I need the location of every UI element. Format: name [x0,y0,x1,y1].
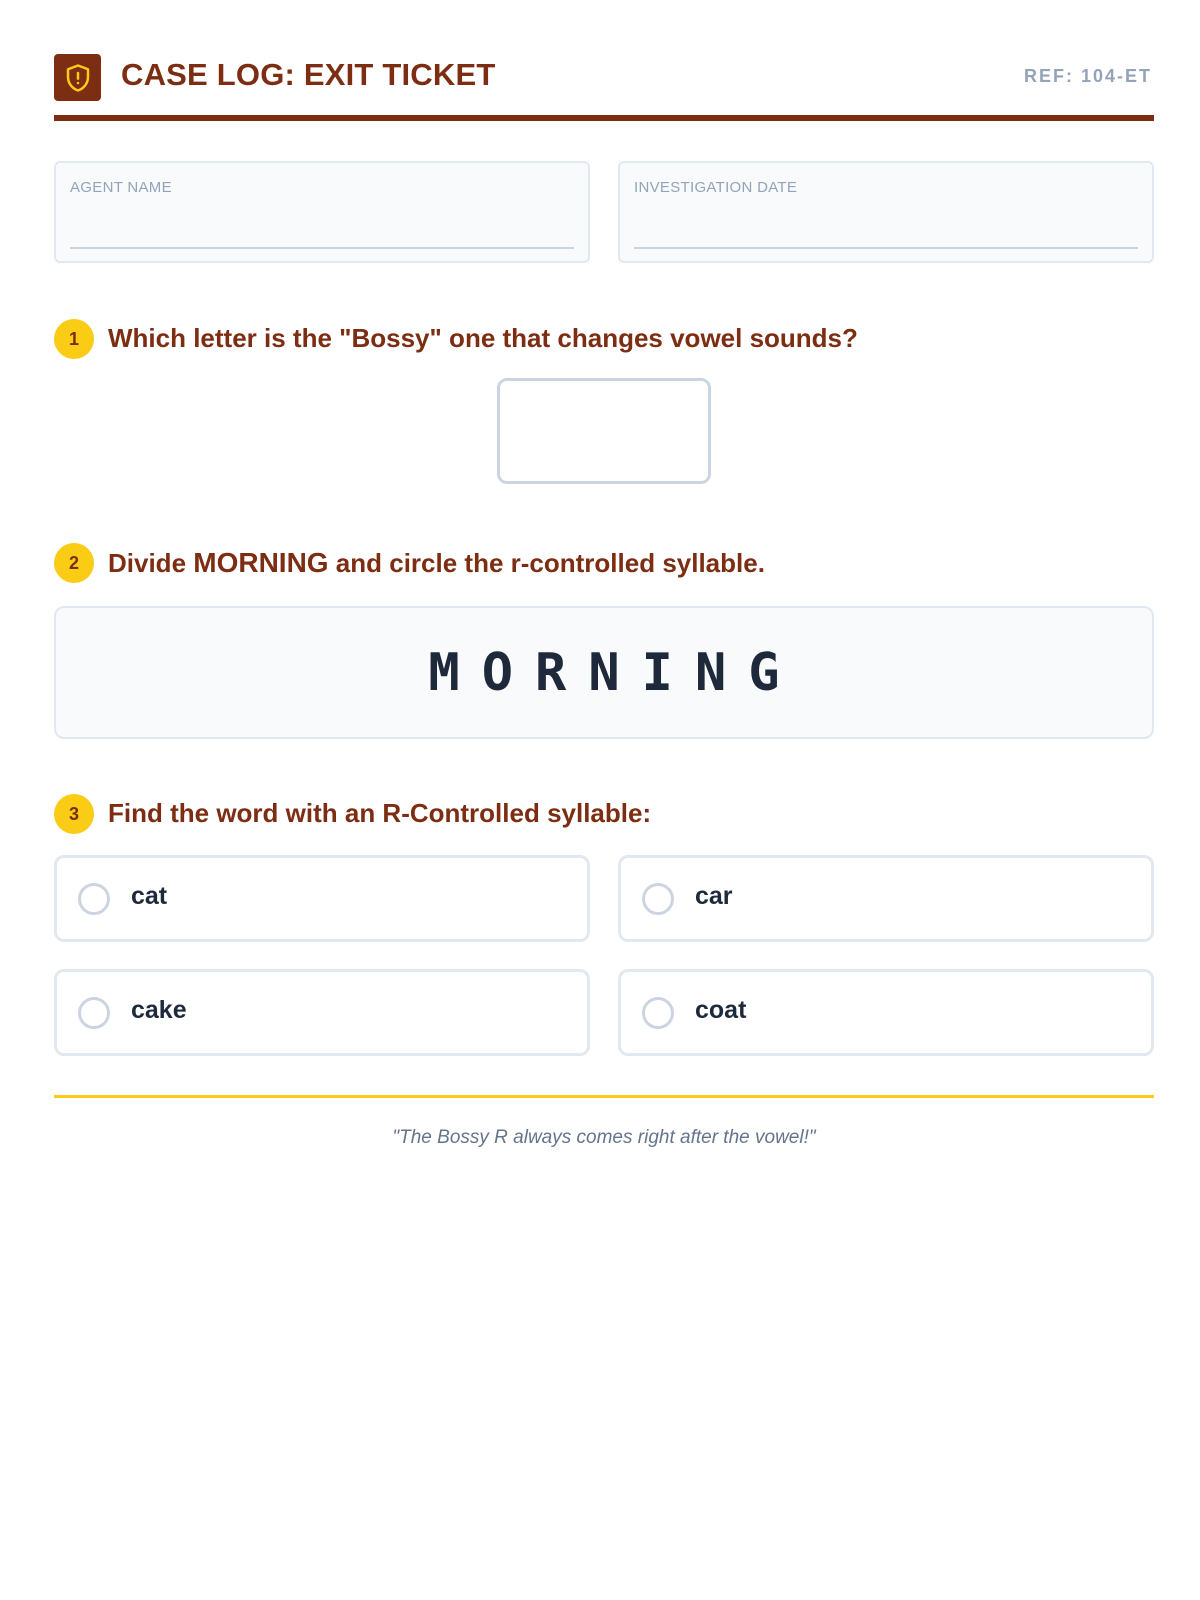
question-emphasis-word: MORNING [193,547,329,578]
question-number-badge: 2 [54,543,94,583]
radio-button[interactable] [642,883,674,915]
question-text: Which letter is the "Bossy" one that changes vowel sounds? [108,323,858,353]
question-number-badge: 3 [54,794,94,834]
investigation-date-input-line[interactable] [634,247,1138,249]
question-text: Find the word with an R-Controlled syllable: [108,798,652,828]
radio-button[interactable] [642,997,674,1029]
investigation-date-field[interactable] [618,161,1154,263]
option-car[interactable] [618,855,1154,942]
radio-button[interactable] [78,883,110,915]
option-label: cat [131,882,168,910]
shield-alert-icon [54,54,101,101]
investigation-date-label: INVESTIGATION DATE [634,179,798,196]
footer-divider [54,1095,1154,1098]
option-label: coat [695,996,747,1024]
option-cat[interactable] [54,855,590,942]
question-1 [54,319,1154,361]
question-3 [54,794,1154,836]
spaced-word: MORNING [428,642,802,703]
option-label: car [695,882,733,910]
answer-input-box[interactable] [497,378,711,484]
option-coat[interactable] [618,969,1154,1056]
header [54,54,1154,121]
question-text [108,547,765,579]
word-division-area[interactable] [54,606,1154,739]
question-number-badge: 1 [54,319,94,359]
page-title: CASE LOG: EXIT TICKET [121,57,496,92]
radio-button[interactable] [78,997,110,1029]
agent-name-label: AGENT NAME [70,179,172,196]
agent-name-input-line[interactable] [70,247,574,249]
question-2 [54,543,1154,585]
question-text-after: and circle the r-controlled syllable. [328,548,765,578]
reference-code: REF: 104-ET [1023,66,1152,86]
question-text-before: Divide [108,548,194,578]
option-cake[interactable] [54,969,590,1056]
agent-name-field[interactable] [54,161,590,263]
footer-tip: "The Bossy R always comes right after the vowel!" [392,1127,816,1148]
option-label: cake [131,996,187,1024]
